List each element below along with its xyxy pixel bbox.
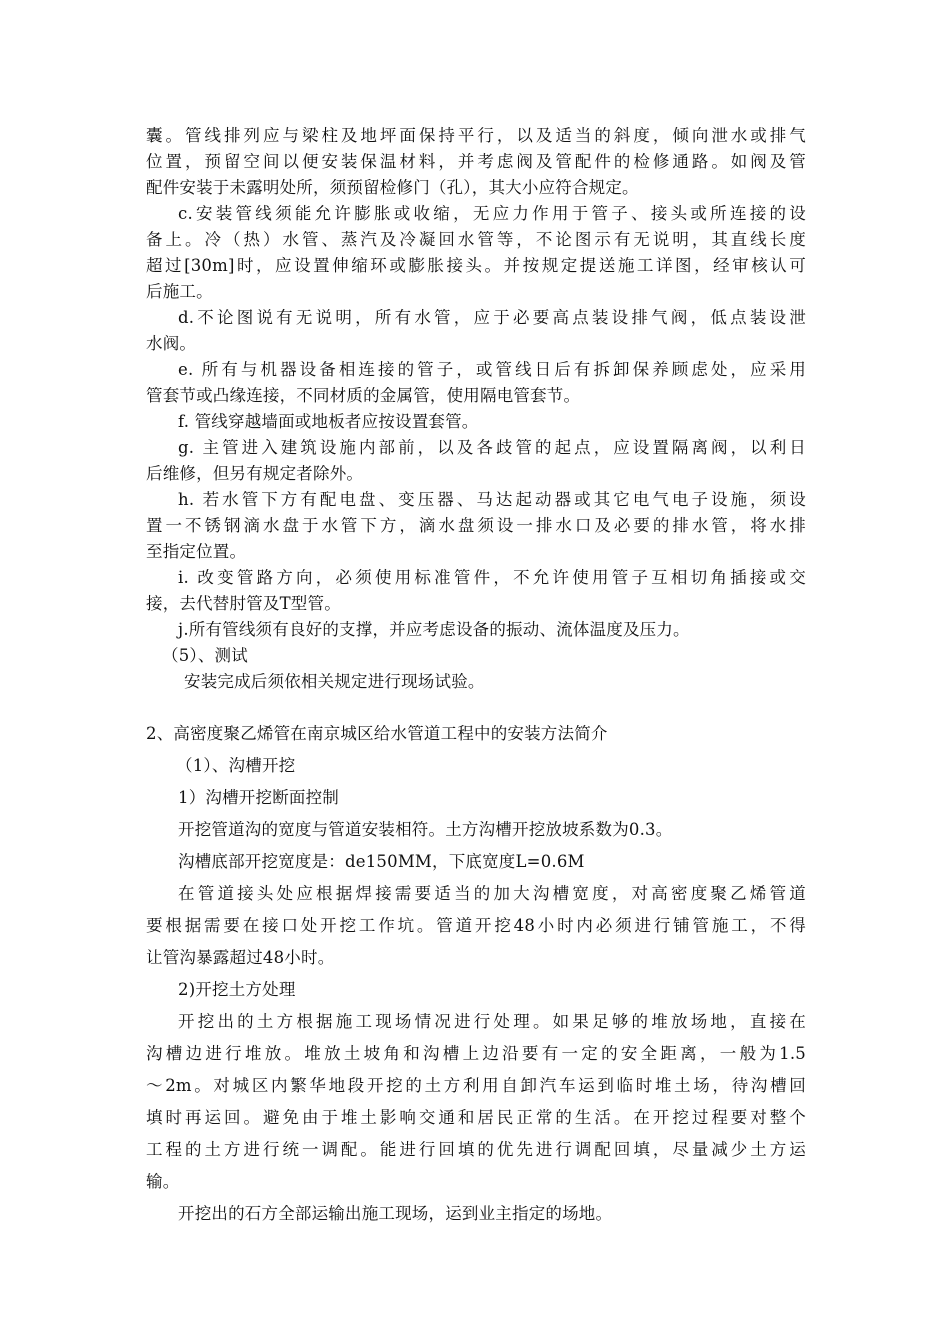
subsection-heading-earthwork: 2)开挖土方处理 (178, 980, 296, 999)
list-item-i: i. 改变管路方向，必须使用标准管件，不允许使用管子互相切角插接或交 (178, 568, 806, 587)
paragraph-line: 填时再运回。避免由于堆土影响交通和居民正常的生活。在开挖过程要对整个 (146, 1108, 806, 1127)
paragraph-line: 备上。冷（热）水管、蒸汽及冷凝回水管等，不论图示有无说明，其直线长度 (146, 230, 806, 249)
section-heading-test: （5）、测试 (162, 646, 248, 665)
list-item-h: h. 若水管下方有配电盘、变压器、马达起动器或其它电气电子设施，须设 (178, 490, 806, 509)
paragraph-line: 配件安装于未露明处所，须预留检修门（孔），其大小应符合规定。 (146, 178, 639, 197)
paragraph-line: 超过[30m]时，应设置伸缩环或膨胀接头。并按规定提送施工详图，经审核认可 (146, 256, 806, 275)
list-item-f: f. 管线穿越墙面或地板者应按设置套管。 (178, 412, 479, 431)
subsection-heading-section-control: 1）沟槽开挖断面控制 (178, 788, 339, 807)
list-item-g: g. 主管进入建筑设施内部前，以及各歧管的起点，应设置隔离阀，以利日 (178, 438, 806, 457)
list-item-e: e. 所有与机器设备相连接的管子，或管线日后有拆卸保养顾虑处，应采用 (178, 360, 806, 379)
list-item-j: j.所有管线须有良好的支撑，并应考虑设备的振动、流体温度及压力。 (178, 620, 690, 639)
paragraph-line: 水阀。 (146, 334, 197, 353)
paragraph-line: 囊。管线排列应与梁柱及地坪面保持平行，以及适当的斜度，倾向泄水或排气 (146, 126, 806, 145)
paragraph-line: 在管道接头处应根据焊接需要适当的加大沟槽宽度，对高密度聚乙烯管道 (178, 884, 806, 903)
paragraph-line: 接，去代替肘管及T型管。 (146, 594, 341, 613)
paragraph-line: 置一不锈钢滴水盘于水管下方，滴水盘须设一排水口及必要的排水管，将水排 (146, 516, 806, 535)
paragraph-line: 后施工。 (146, 282, 213, 301)
paragraph-line: 工程的土方进行统一调配。能进行回填的优先进行调配回填，尽量减少土方运 (146, 1140, 806, 1159)
paragraph-line: 开挖出的石方全部运输出施工现场，运到业主指定的场地。 (178, 1204, 613, 1223)
paragraph-line: 输。 (146, 1172, 180, 1191)
list-item-c: c.安装管线须能允许膨胀或收缩，无应力作用于管子、接头或所连接的设 (178, 204, 806, 223)
paragraph-line: 要根据需要在接口处开挖工作坑。管道开挖48小时内必须进行铺管施工，不得 (146, 916, 806, 935)
paragraph-line: 开挖出的土方根据施工现场情况进行处理。如果足够的堆放场地，直接在 (178, 1012, 806, 1031)
paragraph-line: ～2m。对城区内繁华地段开挖的土方利用自卸汽车运到临时堆土场，待沟槽回 (146, 1076, 806, 1095)
paragraph-line: 沟槽底部开挖宽度是：de150MM，下底宽度L=0.6M (178, 852, 585, 871)
paragraph-line: 位置，预留空间以便安装保温材料，并考虑阀及管配件的检修通路。如阀及管 (146, 152, 806, 171)
paragraph-line: 管套节或凸缘连接，不同材质的金属管，使用隔电管套节。 (146, 386, 581, 405)
paragraph-line: 后维修，但另有规定者除外。 (146, 464, 364, 483)
paragraph-line: 沟槽边进行堆放。堆放土坡角和沟槽上边沿要有一定的安全距离，一般为1.5 (146, 1044, 806, 1063)
section-heading-hdpe: 2、高密度聚乙烯管在南京城区给水管道工程中的安装方法简介 (146, 724, 608, 743)
subsection-heading-trench: （1）、沟槽开挖 (176, 756, 296, 775)
paragraph-line: 至指定位置。 (146, 542, 247, 561)
list-item-d: d.不论图说有无说明，所有水管，应于必要高点装设排气阀，低点装设泄 (178, 308, 806, 327)
paragraph-line: 让管沟暴露超过48小时。 (146, 948, 335, 967)
paragraph-line: 安装完成后须依相关规定进行现场试验。 (184, 672, 485, 691)
paragraph-line: 开挖管道沟的宽度与管道安装相符。土方沟槽开挖放坡系数为0.3。 (178, 820, 673, 839)
